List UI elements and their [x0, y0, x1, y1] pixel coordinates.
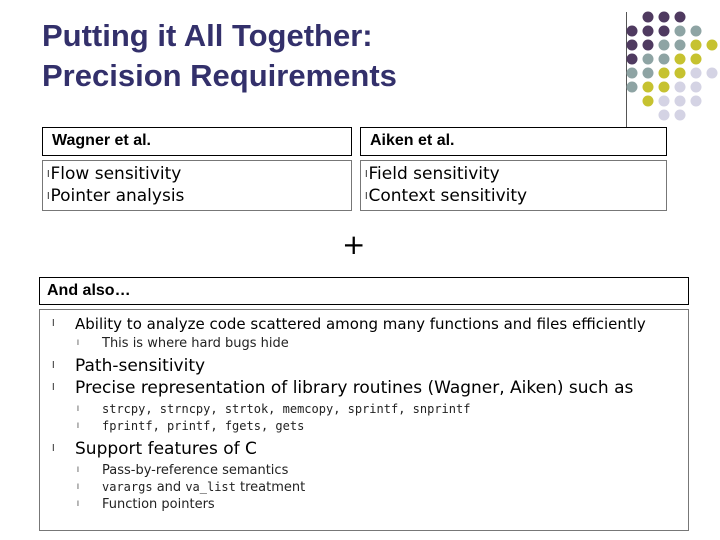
list-item: l Path-sensitivity [52, 356, 206, 376]
dot [659, 96, 670, 107]
dot [707, 40, 718, 51]
dot [643, 68, 654, 79]
sub-list-item: l varargs and va_list treatment [77, 480, 306, 495]
dot [675, 12, 686, 23]
sub-list-item: l Pass-by-reference semantics [77, 463, 289, 478]
decorative-divider [626, 12, 627, 130]
dot [659, 110, 670, 121]
list-item: l Ability to analyze code scattered among many functions and files efficiently [52, 315, 646, 333]
wagner-content-box [42, 160, 352, 211]
dot [675, 54, 686, 65]
dot [643, 40, 654, 51]
dot [675, 82, 686, 93]
dot [643, 96, 654, 107]
dot [675, 68, 686, 79]
wagner-header-box [42, 127, 352, 156]
dot [675, 110, 686, 121]
plus-sign: + [342, 228, 366, 261]
dot [659, 54, 670, 65]
list-item: l Support features of C [52, 439, 257, 459]
dot [627, 68, 638, 79]
dot [659, 12, 670, 23]
also-header-box [39, 277, 689, 305]
aiken-item: lField sensitivity [365, 164, 500, 184]
dot [627, 26, 638, 37]
dot [675, 96, 686, 107]
aiken-header: Aiken et al. [370, 132, 455, 149]
dot [691, 26, 702, 37]
dot [643, 54, 654, 65]
dot [627, 54, 638, 65]
dot [659, 68, 670, 79]
dot [691, 54, 702, 65]
slide-title [42, 16, 397, 96]
also-content-box [39, 309, 689, 531]
also-header: And also… [47, 282, 131, 299]
also-list [40, 310, 688, 513]
dot [643, 12, 654, 23]
dot [659, 26, 670, 37]
title-line-2: Precision Requirements [42, 58, 397, 93]
dot [675, 40, 686, 51]
wagner-header: Wagner et al. [52, 132, 151, 149]
dot [627, 82, 638, 93]
dot [659, 40, 670, 51]
dot [627, 40, 638, 51]
sub-list-item: l This is where hard bugs hide [77, 336, 289, 351]
dot [691, 96, 702, 107]
sub-list-item: l fprintf, printf, fgets, gets [77, 419, 305, 433]
dot [643, 82, 654, 93]
list-item: l Precise representation of library routines (Wagner, Aiken) such as [52, 378, 634, 398]
wagner-item: lFlow sensitivity [47, 164, 182, 184]
dot [691, 40, 702, 51]
dot [675, 26, 686, 37]
dot [691, 82, 702, 93]
aiken-header-box [360, 127, 667, 156]
sub-list-item: l strcpy, strncpy, strtok, memcopy, sprintf, snprintf [77, 402, 471, 416]
dot [707, 68, 718, 79]
dot [691, 68, 702, 79]
aiken-content-box [360, 160, 667, 211]
aiken-item: lContext sensitivity [365, 186, 528, 206]
sub-list-item: l Function pointers [77, 497, 215, 512]
wagner-item: lPointer analysis [47, 186, 185, 206]
title-line-1: Putting it All Together: [42, 18, 373, 53]
dot [659, 82, 670, 93]
dot [643, 26, 654, 37]
